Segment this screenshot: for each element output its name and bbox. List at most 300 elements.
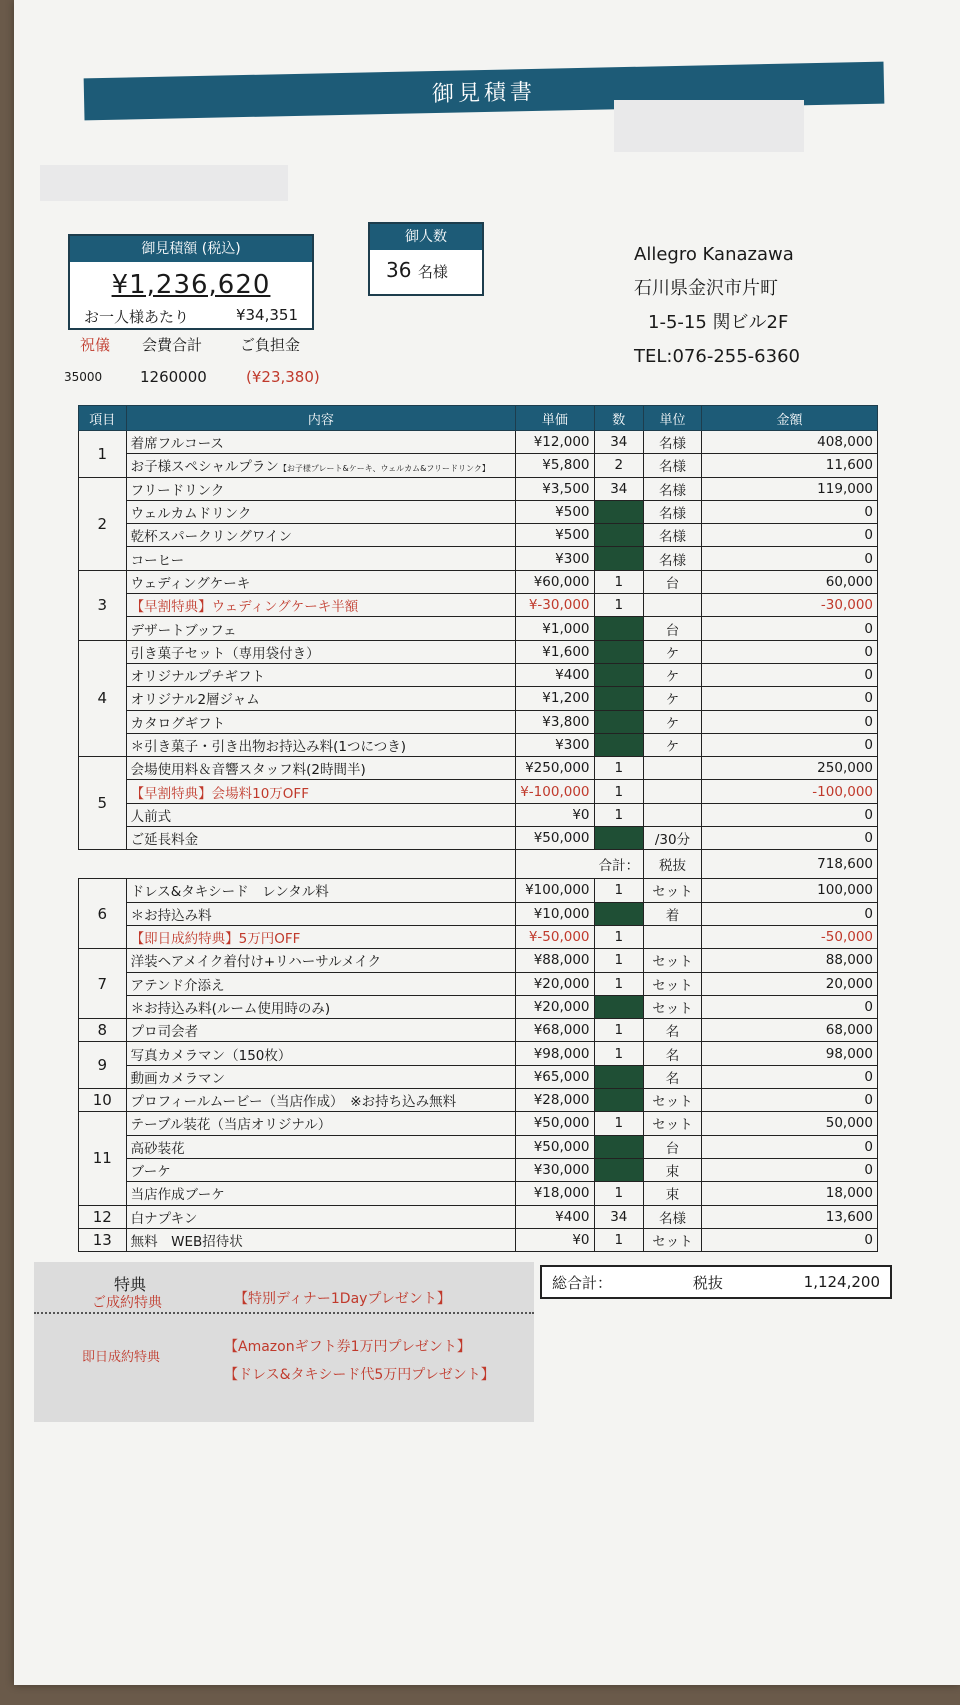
row-content [126,972,516,995]
row-unit-price: ¥20,000 [516,995,594,1018]
header-amount: 金額 [701,406,877,431]
table-row [79,1135,878,1158]
subtotal-row [79,850,878,879]
row-amount: 0 [701,1089,877,1112]
row-content-text: 乾杯スパークリングワイン [130,529,292,546]
row-group-number: 8 [79,1019,127,1042]
row-content [126,902,516,925]
row-content [126,1042,516,1065]
row-amount: 0 [701,710,877,733]
row-content [126,640,516,663]
row-content [126,1228,516,1251]
row-qty [594,617,644,640]
company-tel: TEL:076-255-6360 [634,346,800,367]
table-row [79,949,878,972]
row-amount: 119,000 [701,477,877,500]
table-row [79,640,878,663]
row-qty [594,663,644,686]
bonus-section [34,1262,534,1422]
row-amount: 0 [701,995,877,1018]
row-content-text: 人前式 [130,808,172,825]
row-unit: 名様 [644,1205,702,1228]
row-unit-price: ¥-50,000 [516,925,594,948]
row-content-text: プロ司会者 [130,1024,199,1041]
row-unit-price: ¥18,000 [516,1182,594,1205]
row-content [126,477,516,500]
row-content [126,803,516,826]
row-amount: 0 [701,500,877,523]
row-qty [594,500,644,523]
row-content-text: カタログギフト [130,715,226,732]
row-amount: 11,600 [701,454,877,477]
row-unit-price: ¥500 [516,500,594,523]
row-unit: セット [644,972,702,995]
grand-total-tax: 税抜 [692,1273,723,1292]
row-unit-price: ¥60,000 [516,570,594,593]
table-row [79,1182,878,1205]
row-content [126,431,516,454]
row-content-text: 着席フルコース [130,436,224,453]
subtotal-spacer [79,850,516,879]
row-content [126,687,516,710]
row-unit-price: ¥400 [516,663,594,686]
table-row [79,431,878,454]
row-qty: 1 [594,972,644,995]
row-unit-price: ¥0 [516,803,594,826]
row-qty: 1 [594,1182,644,1205]
estimate-amount: ¥1,236,620 [111,270,271,300]
company-address1: 石川県金沢市片町 [634,278,778,299]
table-row [79,1228,878,1251]
burden-value: (¥23,380) [246,368,320,386]
row-amount: 0 [701,547,877,570]
table-row [79,547,878,570]
row-amount: 0 [701,663,877,686]
company-address2: 1-5-15 関ビル2F [648,312,789,333]
row-qty: 1 [594,925,644,948]
row-qty: 1 [594,1019,644,1042]
estimate-box-header: 御見積額 (税込) [70,236,312,262]
row-qty [594,902,644,925]
row-unit: セット [644,1228,702,1251]
row-qty [594,827,644,850]
row-content-text: 【即日成約特典】5万円OFF [130,931,301,948]
table-row [79,1065,878,1088]
row-content-text: ご延長料金 [130,832,199,849]
row-content-text: 動画カメラマン [130,1070,226,1087]
row-unit-price: ¥1,600 [516,640,594,663]
row-unit-price: ¥300 [516,547,594,570]
row-unit-price: ¥50,000 [516,1112,594,1135]
row-unit: 名 [644,1042,702,1065]
row-amount: -30,000 [701,594,877,617]
row-amount: 100,000 [701,879,877,902]
row-content [126,454,516,477]
row-unit-price: ¥-100,000 [516,780,594,803]
grand-total-box [540,1265,892,1299]
row-content [126,925,516,948]
row-unit: 名様 [644,431,702,454]
header-qty: 数 [594,406,644,431]
row-amount: -50,000 [701,925,877,948]
row-content-text: ドレス&タキシード レンタル料 [130,884,329,901]
row-unit-price: ¥68,000 [516,1019,594,1042]
row-unit-price: ¥28,000 [516,1089,594,1112]
row-amount: 68,000 [701,1019,877,1042]
row-qty [594,1158,644,1181]
row-content [126,1158,516,1181]
row-content-text: ＊お持込み料 [130,907,212,924]
header-content: 内容 [126,406,516,431]
row-content [126,1205,516,1228]
row-amount: 0 [701,902,877,925]
row-unit: セット [644,1089,702,1112]
subtotal-tax: 税抜 [644,850,702,879]
row-content-text: オリジナル2層ジャム [130,692,260,709]
row-unit: 名様 [644,547,702,570]
row-content [126,827,516,850]
row-group-number: 4 [79,640,127,756]
estimate-box [68,234,314,330]
row-content [126,879,516,902]
row-qty: 1 [594,780,644,803]
row-qty: 1 [594,757,644,780]
fee-value: 1260000 [140,368,207,386]
row-amount: 0 [701,733,877,756]
row-content-text: ＊引き菓子・引き出物お持込み料(1つにつき) [130,739,406,755]
row-unit-price: ¥5,800 [516,454,594,477]
row-qty: 1 [594,1112,644,1135]
row-qty: 1 [594,1042,644,1065]
row-qty: 1 [594,879,644,902]
row-content-note: 【お子様プレート&ケーキ、ウェルカム&フリードリンク】 [278,464,490,474]
row-unit [644,594,702,617]
row-group-number: 12 [79,1205,127,1228]
row-content [126,1089,516,1112]
row-content-text: 無料 WEB招待状 [130,1233,243,1250]
table-row [79,1089,878,1112]
per-person-label: お一人様あたり [84,308,190,326]
row-qty: 34 [594,1205,644,1228]
row-amount: 50,000 [701,1112,877,1135]
row-unit [644,757,702,780]
table-row [79,1158,878,1181]
row-group-number: 3 [79,570,127,640]
guests-box [368,222,484,296]
row-unit: 台 [644,1135,702,1158]
row-qty: 1 [594,803,644,826]
guest-unit: 名様 [417,263,448,281]
row-content [126,710,516,733]
row-unit: 名様 [644,454,702,477]
bonus-header: 特典 [114,1275,147,1294]
row-amount: 18,000 [701,1182,877,1205]
row-content-text: 白ナプキン [130,1210,198,1227]
row-unit-price: ¥3,800 [516,710,594,733]
row-qty [594,1135,644,1158]
table-row [79,879,878,902]
redacted-area-top-right [614,100,804,152]
row-unit: セット [644,879,702,902]
table-row [79,972,878,995]
row-unit: 台 [644,570,702,593]
row-group-number: 6 [79,879,127,949]
header-unit-price: 単価 [516,406,594,431]
row-content [126,1135,516,1158]
row-unit-price: ¥88,000 [516,949,594,972]
row-content [126,547,516,570]
sameday-bonus-value-2: 【ドレス&タキシード代5万円プレゼント】 [224,1367,495,1383]
row-qty [594,995,644,1018]
estimate-table [78,405,878,1252]
table-row [79,995,878,1018]
row-unit: 名様 [644,500,702,523]
row-content-text: 写真カメラマン（150枚） [130,1047,292,1064]
row-unit-price: ¥50,000 [516,827,594,850]
table-row [79,524,878,547]
row-unit: 名 [644,1019,702,1042]
row-content-text: ＊お持込み料(ルーム使用時のみ) [130,1000,331,1017]
row-unit: 台 [644,617,702,640]
table-row [79,1112,878,1135]
row-unit-price: ¥10,000 [516,902,594,925]
row-content-text: 引き菓子セット（専用袋付き） [130,645,320,662]
row-qty [594,1089,644,1112]
table-row [79,780,878,803]
table-row [79,454,878,477]
row-content [126,1019,516,1042]
row-content-text: オリジナルプチギフト [130,669,265,686]
row-unit-price: ¥1,000 [516,617,594,640]
row-qty: 1 [594,570,644,593]
row-qty: 34 [594,477,644,500]
row-qty: 1 [594,1228,644,1251]
per-person-value: ¥34,351 [235,306,298,324]
row-group-number: 9 [79,1042,127,1089]
row-unit: /30分 [644,827,702,850]
row-content-text: 会場使用料＆音響スタッフ料(2時間半) [130,762,366,779]
row-content [126,949,516,972]
table-row [79,477,878,500]
table-row [79,617,878,640]
row-content [126,524,516,547]
row-content-text: コーヒー [130,552,185,569]
row-qty [594,547,644,570]
row-unit: 名様 [644,524,702,547]
bonus-divider [34,1312,534,1314]
row-amount: 98,000 [701,1042,877,1065]
row-content-text: 【早割特典】ウェディングケーキ半額 [130,599,359,616]
row-content-text: プロフィールムービー（当店作成） ※お持ち込み無料 [130,1094,457,1111]
row-unit [644,925,702,948]
row-unit: ケ [644,640,702,663]
row-unit: ケ [644,733,702,756]
row-group-number: 5 [79,757,127,850]
row-content-text: フリードリンク [130,482,225,499]
row-amount: 0 [701,1135,877,1158]
table-row [79,1019,878,1042]
row-content [126,1182,516,1205]
row-amount: 0 [701,617,877,640]
table-row [79,827,878,850]
row-unit: ケ [644,687,702,710]
row-unit: 名 [644,1065,702,1088]
row-unit: 束 [644,1158,702,1181]
row-content-text: お子様スペシャルプラン [130,459,279,476]
per-person-row [70,300,312,327]
row-content [126,1065,516,1088]
subtotal-value: 718,600 [701,850,877,879]
row-content-text: ウェディングケーキ [130,575,251,592]
sameday-bonus-label: 即日成約特典 [82,1350,161,1365]
table-row [79,925,878,948]
table-row [79,1042,878,1065]
header-item: 項目 [79,406,127,431]
row-unit: セット [644,995,702,1018]
table-row [79,687,878,710]
row-qty: 2 [594,454,644,477]
table-row [79,710,878,733]
estimate-paper [14,0,960,1685]
row-qty [594,710,644,733]
table-row [79,733,878,756]
row-content [126,995,516,1018]
row-qty: 34 [594,431,644,454]
row-unit: 着 [644,902,702,925]
gift-value: 35000 [64,370,103,384]
row-unit-price: ¥65,000 [516,1065,594,1088]
row-unit-price: ¥400 [516,1205,594,1228]
table-header-row [79,406,878,431]
row-amount: -100,000 [701,780,877,803]
row-content-text: 高砂装花 [130,1140,185,1157]
row-unit: ケ [644,710,702,733]
row-unit-price: ¥300 [516,733,594,756]
row-content [126,617,516,640]
guest-count-row [370,250,482,290]
row-amount: 0 [701,687,877,710]
contract-bonus-label: ご成約特典 [92,1295,162,1311]
header-unit: 単位 [644,406,702,431]
row-unit-price: ¥12,000 [516,431,594,454]
row-content-text: テーブル装花（当店オリジナル） [130,1117,332,1134]
row-content-text: デザートブッフェ [130,622,237,639]
row-qty [594,1065,644,1088]
row-amount: 88,000 [701,949,877,972]
row-amount: 0 [701,803,877,826]
grand-total-value: 1,124,200 [803,1273,880,1291]
row-unit-price: ¥100,000 [516,879,594,902]
row-amount: 408,000 [701,431,877,454]
row-content-text: ブーケ [130,1164,171,1181]
row-unit: セット [644,1112,702,1135]
row-group-number: 13 [79,1228,127,1251]
grand-total-label: 総合計： [552,1273,613,1292]
row-unit-price: ¥0 [516,1228,594,1251]
row-qty [594,733,644,756]
company-name: Allegro Kanazawa [634,244,794,265]
row-amount: 0 [701,524,877,547]
row-unit: ケ [644,663,702,686]
row-content-text: 【早割特典】会場料10万OFF [130,785,309,802]
row-unit: セット [644,949,702,972]
table-row [79,902,878,925]
row-group-number: 1 [79,431,127,478]
row-unit: 束 [644,1182,702,1205]
row-qty [594,640,644,663]
table-row [79,570,878,593]
subtotal-label: 合計： [516,850,644,879]
row-unit: 名様 [644,477,702,500]
row-qty [594,687,644,710]
row-unit-price: ¥50,000 [516,1135,594,1158]
row-amount: 13,600 [701,1205,877,1228]
redacted-area-recipient [40,165,288,201]
row-content [126,733,516,756]
row-content-text: 洋装ヘアメイク着付け+リハーサルメイク [130,954,382,971]
row-content [126,594,516,617]
table-row [79,1205,878,1228]
guest-count: 36 [386,258,412,282]
contract-bonus-value: 【特別ディナー1Dayプレゼント】 [234,1291,451,1307]
row-content-text: アテンド介添え [130,977,225,994]
row-qty: 1 [594,949,644,972]
gift-label: 祝儀 [80,336,111,354]
row-amount: 20,000 [701,972,877,995]
row-content [126,663,516,686]
row-unit-price: ¥98,000 [516,1042,594,1065]
row-unit-price: ¥30,000 [516,1158,594,1181]
row-content [126,570,516,593]
table-row [79,663,878,686]
document-title: 御見積書 [84,62,885,121]
company-info [634,238,800,374]
row-content [126,757,516,780]
row-amount: 0 [701,640,877,663]
table-row [79,757,878,780]
row-group-number: 11 [79,1112,127,1205]
table-row [79,803,878,826]
table-row [79,594,878,617]
burden-label: ご負担金 [240,336,301,354]
row-amount: 250,000 [701,757,877,780]
row-amount: 0 [701,1228,877,1251]
row-qty [594,524,644,547]
row-amount: 0 [701,1158,877,1181]
row-amount: 60,000 [701,570,877,593]
row-unit-price: ¥1,200 [516,687,594,710]
row-content [126,500,516,523]
row-content [126,1112,516,1135]
fee-label: 会費合計 [142,336,203,354]
row-amount: 0 [701,1065,877,1088]
row-group-number: 7 [79,949,127,1019]
row-content-text: 当店作成ブーケ [130,1187,225,1204]
table-row [79,500,878,523]
row-content [126,780,516,803]
row-unit [644,803,702,826]
row-qty: 1 [594,594,644,617]
row-group-number: 10 [79,1089,127,1112]
row-unit-price: ¥3,500 [516,477,594,500]
guests-box-header: 御人数 [370,224,482,250]
row-amount: 0 [701,827,877,850]
row-unit [644,780,702,803]
row-unit-price: ¥20,000 [516,972,594,995]
row-unit-price: ¥500 [516,524,594,547]
row-group-number: 2 [79,477,127,570]
row-unit-price: ¥-30,000 [516,594,594,617]
